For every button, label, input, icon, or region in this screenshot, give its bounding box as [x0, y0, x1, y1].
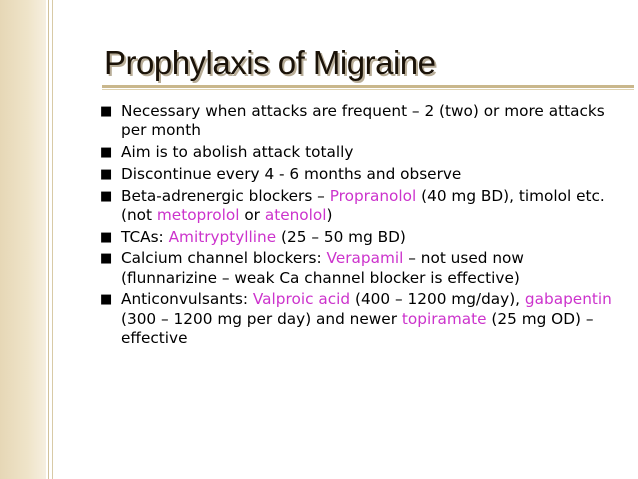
bullet-text: (40 mg BD), timolol etc. (not	[121, 186, 605, 224]
drug-name-metoprolol: metoprolol	[156, 205, 240, 224]
drug-name-valproic-acid: Valproic acid	[252, 290, 351, 309]
title-underline	[102, 85, 634, 88]
bullet-text: (400 – 1200 mg/day),	[350, 290, 525, 309]
bullet-item	[100, 228, 620, 247]
bullet-text: )	[326, 205, 333, 224]
bullet-list	[100, 102, 620, 351]
bullet-text: (300 – 1200 mg per day) and newer	[121, 309, 402, 328]
bullet-text: Discontinue every 4 - 6 months and observe	[121, 164, 462, 183]
square-bullet-icon: ■	[100, 188, 113, 204]
bullet-item	[100, 143, 620, 162]
bullet-text: TCAs:	[121, 227, 169, 246]
decorative-side-line	[52, 0, 53, 479]
bullet-text: Necessary when attacks are frequent – 2 (two) or more attacks per month	[121, 102, 605, 140]
bullet-text: (25 mg OD) – effective	[121, 309, 594, 347]
bullet-text: Beta-adrenergic blockers –	[121, 186, 330, 205]
square-bullet-icon: ■	[100, 166, 113, 182]
square-bullet-icon: ■	[100, 251, 113, 267]
bullet-text: – not used now (flunnarizine – weak Ca channel blocker is effective)	[121, 249, 524, 287]
bullet-item	[100, 290, 620, 348]
bullet-item	[100, 165, 620, 184]
bullet-item	[100, 249, 620, 287]
square-bullet-icon: ■	[100, 292, 113, 308]
drug-name-gabapentin: gabapentin	[524, 290, 612, 309]
drug-name-verapamil: Verapamil	[326, 249, 404, 268]
drug-name-amitryptylline: Amitryptylline	[168, 227, 277, 246]
drug-name-propranolol: Propranolol	[329, 186, 417, 205]
decorative-side-band	[0, 0, 46, 479]
title-underline	[102, 89, 634, 90]
bullet-text: Calcium channel blockers:	[121, 249, 327, 268]
bullet-item	[100, 187, 620, 225]
bullet-text: or	[239, 205, 265, 224]
square-bullet-icon: ■	[100, 229, 113, 245]
square-bullet-icon: ■	[100, 104, 113, 119]
bullet-text: (25 – 50 mg BD)	[276, 227, 406, 246]
bullet-text: Anticonvulsants:	[121, 290, 253, 309]
bullet-text: Aim is to abolish attack totally	[121, 143, 354, 161]
square-bullet-icon: ■	[100, 145, 113, 160]
slide-title: Prophylaxis of Migraine	[104, 44, 436, 81]
bullet-item	[100, 102, 620, 140]
drug-name-topiramate: topiramate	[401, 309, 487, 328]
decorative-side-line	[48, 0, 49, 479]
drug-name-atenolol: atenolol	[264, 205, 327, 224]
